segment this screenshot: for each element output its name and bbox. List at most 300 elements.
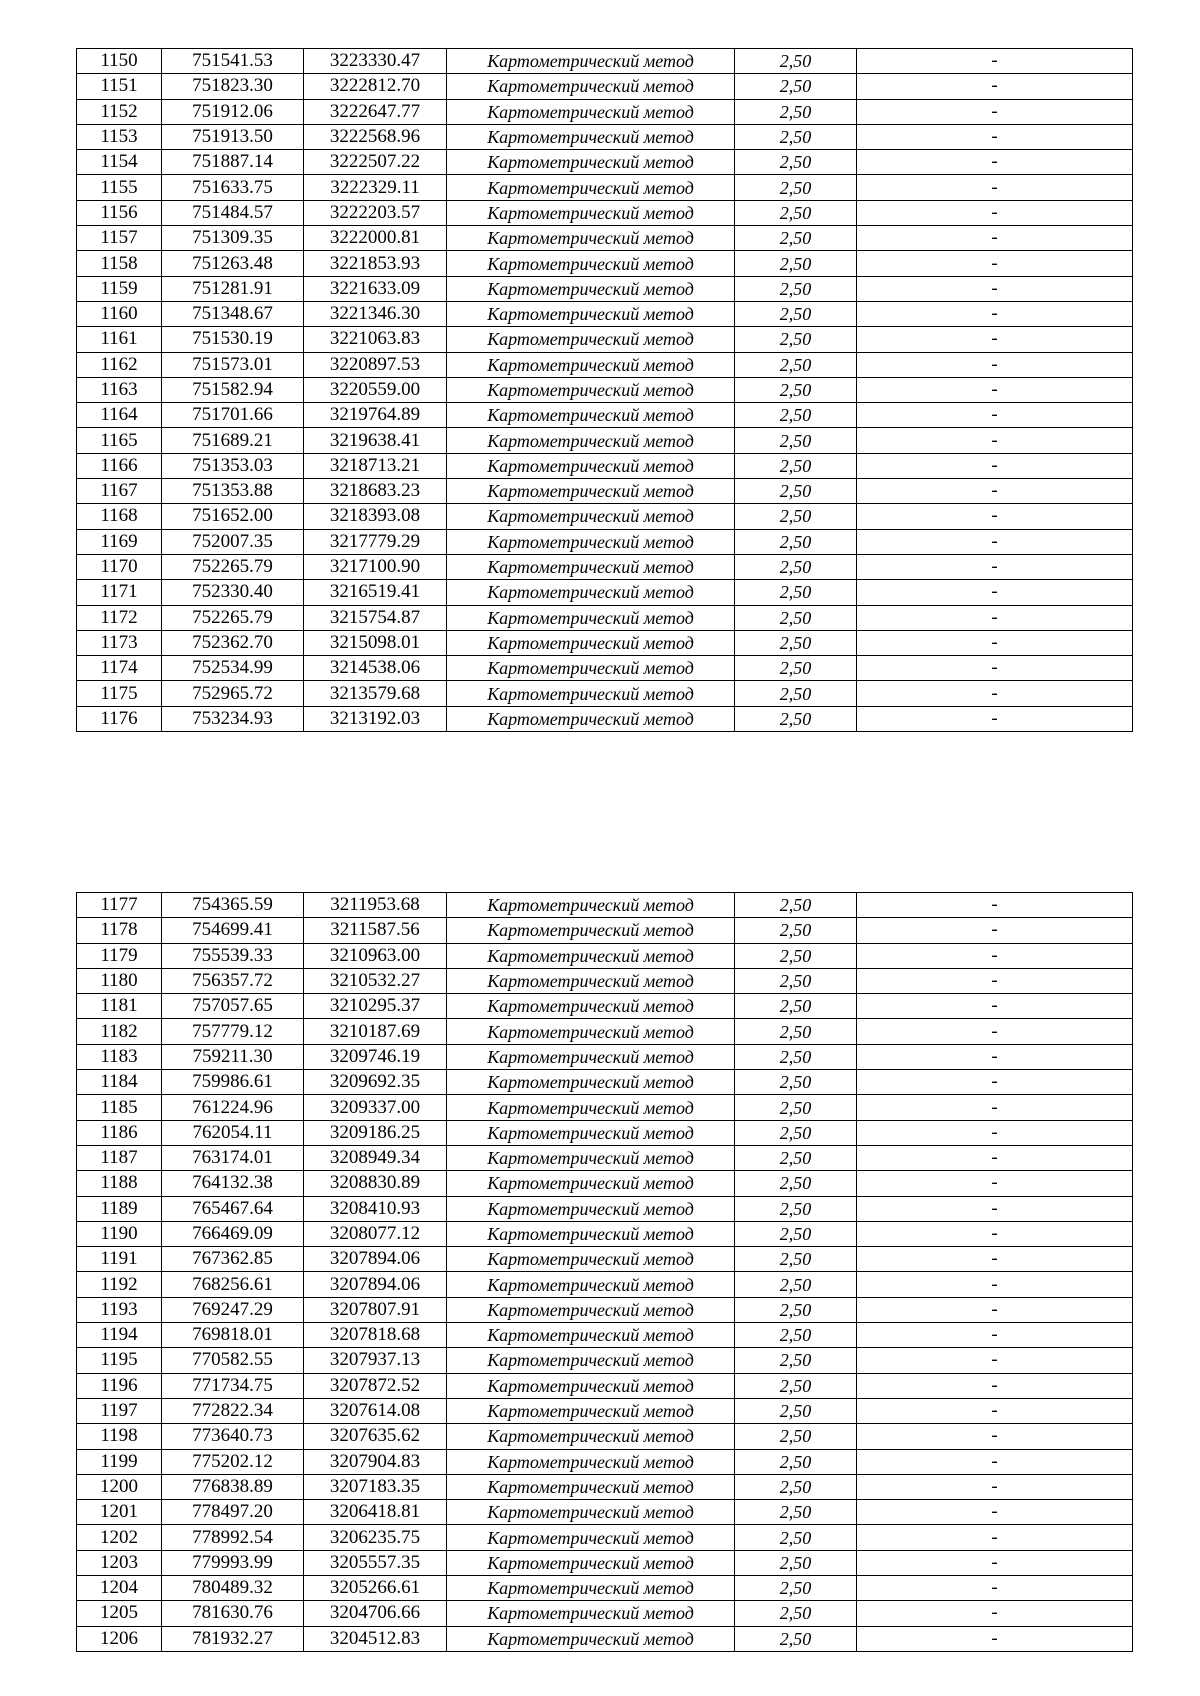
error-cell: 2,50 [735, 150, 857, 175]
method-cell: Картометрический метод [447, 1576, 735, 1601]
note-cell: - [857, 580, 1133, 605]
x-coordinate-cell: 769818.01 [162, 1323, 304, 1348]
point-number-cell: 1171 [77, 580, 162, 605]
error-cell: 2,50 [735, 403, 857, 428]
x-coordinate-cell: 761224.96 [162, 1095, 304, 1120]
y-coordinate-cell: 3209337.00 [304, 1095, 447, 1120]
note-cell: - [857, 175, 1133, 200]
table-row [77, 1070, 1133, 1095]
y-coordinate-cell: 3221063.83 [304, 327, 447, 352]
method-cell: Картометрический метод [447, 124, 735, 149]
table-row [77, 74, 1133, 99]
table-row [77, 428, 1133, 453]
y-coordinate-cell: 3210295.37 [304, 994, 447, 1019]
method-cell: Картометрический метод [447, 301, 735, 326]
table-row [77, 1424, 1133, 1449]
note-cell: - [857, 1221, 1133, 1246]
error-cell: 2,50 [735, 1323, 857, 1348]
x-coordinate-cell: 759211.30 [162, 1044, 304, 1069]
method-cell: Картометрический метод [447, 605, 735, 630]
note-cell: - [857, 150, 1133, 175]
y-coordinate-cell: 3220897.53 [304, 352, 447, 377]
y-coordinate-cell: 3222507.22 [304, 150, 447, 175]
method-cell: Картометрический метод [447, 1550, 735, 1575]
note-cell: - [857, 893, 1133, 918]
table-row [77, 1272, 1133, 1297]
method-cell: Картометрический метод [447, 1297, 735, 1322]
error-cell: 2,50 [735, 605, 857, 630]
error-cell: 2,50 [735, 352, 857, 377]
note-cell: - [857, 403, 1133, 428]
method-cell: Картометрический метод [447, 1601, 735, 1626]
x-coordinate-cell: 781932.27 [162, 1626, 304, 1651]
table-row [77, 1525, 1133, 1550]
table-row [77, 377, 1133, 402]
note-cell: - [857, 1019, 1133, 1044]
x-coordinate-cell: 763174.01 [162, 1145, 304, 1170]
note-cell: - [857, 1373, 1133, 1398]
point-number-cell: 1195 [77, 1348, 162, 1373]
point-number-cell: 1185 [77, 1095, 162, 1120]
x-coordinate-cell: 771734.75 [162, 1373, 304, 1398]
note-cell: - [857, 276, 1133, 301]
y-coordinate-cell: 3222647.77 [304, 99, 447, 124]
error-cell: 2,50 [735, 428, 857, 453]
error-cell: 2,50 [735, 1525, 857, 1550]
error-cell: 2,50 [735, 504, 857, 529]
point-number-cell: 1182 [77, 1019, 162, 1044]
error-cell: 2,50 [735, 175, 857, 200]
table-row [77, 656, 1133, 681]
point-number-cell: 1159 [77, 276, 162, 301]
note-cell: - [857, 200, 1133, 225]
error-cell: 2,50 [735, 893, 857, 918]
method-cell: Картометрический метод [447, 74, 735, 99]
y-coordinate-cell: 3207894.06 [304, 1272, 447, 1297]
method-cell: Картометрический метод [447, 453, 735, 478]
y-coordinate-cell: 3207872.52 [304, 1373, 447, 1398]
error-cell: 2,50 [735, 1398, 857, 1423]
table-row [77, 1576, 1133, 1601]
y-coordinate-cell: 3208830.89 [304, 1171, 447, 1196]
point-number-cell: 1188 [77, 1171, 162, 1196]
note-cell: - [857, 428, 1133, 453]
point-number-cell: 1151 [77, 74, 162, 99]
table-row [77, 352, 1133, 377]
table-row [77, 1145, 1133, 1170]
y-coordinate-cell: 3221853.93 [304, 251, 447, 276]
note-cell: - [857, 918, 1133, 943]
y-coordinate-cell: 3222812.70 [304, 74, 447, 99]
x-coordinate-cell: 754365.59 [162, 893, 304, 918]
point-number-cell: 1163 [77, 377, 162, 402]
point-number-cell: 1200 [77, 1474, 162, 1499]
method-cell: Картометрический метод [447, 1095, 735, 1120]
error-cell: 2,50 [735, 1500, 857, 1525]
method-cell: Картометрический метод [447, 706, 735, 731]
y-coordinate-cell: 3207818.68 [304, 1323, 447, 1348]
note-cell: - [857, 1626, 1133, 1651]
table-row [77, 276, 1133, 301]
method-cell: Картометрический метод [447, 529, 735, 554]
y-coordinate-cell: 3213579.68 [304, 681, 447, 706]
y-coordinate-cell: 3221346.30 [304, 301, 447, 326]
x-coordinate-cell: 751263.48 [162, 251, 304, 276]
x-coordinate-cell: 767362.85 [162, 1247, 304, 1272]
point-number-cell: 1179 [77, 943, 162, 968]
method-cell: Картометрический метод [447, 1373, 735, 1398]
y-coordinate-cell: 3207807.91 [304, 1297, 447, 1322]
note-cell: - [857, 1297, 1133, 1322]
error-cell: 2,50 [735, 1095, 857, 1120]
method-cell: Картометрический метод [447, 1323, 735, 1348]
table-row [77, 1373, 1133, 1398]
method-cell: Картометрический метод [447, 554, 735, 579]
point-number-cell: 1169 [77, 529, 162, 554]
table-row [77, 943, 1133, 968]
table-row [77, 1171, 1133, 1196]
method-cell: Картометрический метод [447, 504, 735, 529]
y-coordinate-cell: 3215098.01 [304, 630, 447, 655]
x-coordinate-cell: 773640.73 [162, 1424, 304, 1449]
x-coordinate-cell: 751530.19 [162, 327, 304, 352]
table-row [77, 994, 1133, 1019]
point-number-cell: 1203 [77, 1550, 162, 1575]
y-coordinate-cell: 3206418.81 [304, 1500, 447, 1525]
note-cell: - [857, 529, 1133, 554]
error-cell: 2,50 [735, 1171, 857, 1196]
error-cell: 2,50 [735, 74, 857, 99]
error-cell: 2,50 [735, 1626, 857, 1651]
point-number-cell: 1184 [77, 1070, 162, 1095]
note-cell: - [857, 49, 1133, 74]
table-row [77, 251, 1133, 276]
point-number-cell: 1180 [77, 968, 162, 993]
point-number-cell: 1192 [77, 1272, 162, 1297]
y-coordinate-cell: 3210187.69 [304, 1019, 447, 1044]
point-number-cell: 1156 [77, 200, 162, 225]
note-cell: - [857, 1550, 1133, 1575]
table-row [77, 893, 1133, 918]
error-cell: 2,50 [735, 301, 857, 326]
x-coordinate-cell: 769247.29 [162, 1297, 304, 1322]
point-number-cell: 1153 [77, 124, 162, 149]
point-number-cell: 1202 [77, 1525, 162, 1550]
note-cell: - [857, 1525, 1133, 1550]
note-cell: - [857, 453, 1133, 478]
note-cell: - [857, 352, 1133, 377]
table-row [77, 479, 1133, 504]
note-cell: - [857, 1272, 1133, 1297]
x-coordinate-cell: 751281.91 [162, 276, 304, 301]
note-cell: - [857, 1070, 1133, 1095]
table-row [77, 918, 1133, 943]
point-number-cell: 1154 [77, 150, 162, 175]
method-cell: Картометрический метод [447, 968, 735, 993]
coordinates-table [76, 48, 1133, 732]
point-number-cell: 1161 [77, 327, 162, 352]
note-cell: - [857, 1500, 1133, 1525]
table-row [77, 605, 1133, 630]
note-cell: - [857, 124, 1133, 149]
error-cell: 2,50 [735, 1196, 857, 1221]
error-cell: 2,50 [735, 1044, 857, 1069]
error-cell: 2,50 [735, 99, 857, 124]
note-cell: - [857, 968, 1133, 993]
point-number-cell: 1150 [77, 49, 162, 74]
x-coordinate-cell: 752265.79 [162, 605, 304, 630]
y-coordinate-cell: 3207937.13 [304, 1348, 447, 1373]
y-coordinate-cell: 3219638.41 [304, 428, 447, 453]
table-row [77, 529, 1133, 554]
x-coordinate-cell: 751541.53 [162, 49, 304, 74]
note-cell: - [857, 1601, 1133, 1626]
x-coordinate-cell: 751573.01 [162, 352, 304, 377]
note-cell: - [857, 504, 1133, 529]
error-cell: 2,50 [735, 276, 857, 301]
point-number-cell: 1190 [77, 1221, 162, 1246]
point-number-cell: 1206 [77, 1626, 162, 1651]
method-cell: Картометрический метод [447, 630, 735, 655]
point-number-cell: 1189 [77, 1196, 162, 1221]
y-coordinate-cell: 3218713.21 [304, 453, 447, 478]
x-coordinate-cell: 757779.12 [162, 1019, 304, 1044]
x-coordinate-cell: 751912.06 [162, 99, 304, 124]
y-coordinate-cell: 3210532.27 [304, 968, 447, 993]
point-number-cell: 1168 [77, 504, 162, 529]
point-number-cell: 1173 [77, 630, 162, 655]
error-cell: 2,50 [735, 1019, 857, 1044]
x-coordinate-cell: 755539.33 [162, 943, 304, 968]
error-cell: 2,50 [735, 1348, 857, 1373]
error-cell: 2,50 [735, 968, 857, 993]
point-number-cell: 1160 [77, 301, 162, 326]
note-cell: - [857, 479, 1133, 504]
error-cell: 2,50 [735, 630, 857, 655]
table-row [77, 49, 1133, 74]
table-row [77, 706, 1133, 731]
x-coordinate-cell: 752965.72 [162, 681, 304, 706]
table-row [77, 1120, 1133, 1145]
y-coordinate-cell: 3204512.83 [304, 1626, 447, 1651]
note-cell: - [857, 1044, 1133, 1069]
x-coordinate-cell: 752330.40 [162, 580, 304, 605]
table-row [77, 1323, 1133, 1348]
note-cell: - [857, 327, 1133, 352]
x-coordinate-cell: 751633.75 [162, 175, 304, 200]
x-coordinate-cell: 751701.66 [162, 403, 304, 428]
method-cell: Картометрический метод [447, 1398, 735, 1423]
error-cell: 2,50 [735, 1221, 857, 1246]
y-coordinate-cell: 3218683.23 [304, 479, 447, 504]
note-cell: - [857, 1576, 1133, 1601]
error-cell: 2,50 [735, 49, 857, 74]
method-cell: Картометрический метод [447, 1171, 735, 1196]
table-row [77, 200, 1133, 225]
note-cell: - [857, 251, 1133, 276]
y-coordinate-cell: 3222329.11 [304, 175, 447, 200]
note-cell: - [857, 1398, 1133, 1423]
error-cell: 2,50 [735, 1601, 857, 1626]
y-coordinate-cell: 3209692.35 [304, 1070, 447, 1095]
point-number-cell: 1175 [77, 681, 162, 706]
table-row [77, 1500, 1133, 1525]
x-coordinate-cell: 751353.03 [162, 453, 304, 478]
y-coordinate-cell: 3208410.93 [304, 1196, 447, 1221]
point-number-cell: 1158 [77, 251, 162, 276]
table-row [77, 301, 1133, 326]
error-cell: 2,50 [735, 1474, 857, 1499]
table-row [77, 681, 1133, 706]
point-number-cell: 1166 [77, 453, 162, 478]
table-row [77, 1019, 1133, 1044]
y-coordinate-cell: 3218393.08 [304, 504, 447, 529]
method-cell: Картометрический метод [447, 99, 735, 124]
y-coordinate-cell: 3211587.56 [304, 918, 447, 943]
table-row [77, 1196, 1133, 1221]
point-number-cell: 1183 [77, 1044, 162, 1069]
method-cell: Картометрический метод [447, 1145, 735, 1170]
point-number-cell: 1157 [77, 226, 162, 251]
x-coordinate-cell: 757057.65 [162, 994, 304, 1019]
point-number-cell: 1164 [77, 403, 162, 428]
error-cell: 2,50 [735, 706, 857, 731]
point-number-cell: 1187 [77, 1145, 162, 1170]
point-number-cell: 1177 [77, 893, 162, 918]
y-coordinate-cell: 3217779.29 [304, 529, 447, 554]
note-cell: - [857, 943, 1133, 968]
x-coordinate-cell: 751582.94 [162, 377, 304, 402]
table-row [77, 403, 1133, 428]
x-coordinate-cell: 751823.30 [162, 74, 304, 99]
error-cell: 2,50 [735, 327, 857, 352]
method-cell: Картометрический метод [447, 1221, 735, 1246]
y-coordinate-cell: 3208949.34 [304, 1145, 447, 1170]
note-cell: - [857, 1424, 1133, 1449]
method-cell: Картометрический метод [447, 276, 735, 301]
x-coordinate-cell: 751689.21 [162, 428, 304, 453]
method-cell: Картометрический метод [447, 1019, 735, 1044]
point-number-cell: 1205 [77, 1601, 162, 1626]
y-coordinate-cell: 3214538.06 [304, 656, 447, 681]
x-coordinate-cell: 766469.09 [162, 1221, 304, 1246]
error-cell: 2,50 [735, 479, 857, 504]
x-coordinate-cell: 751484.57 [162, 200, 304, 225]
error-cell: 2,50 [735, 529, 857, 554]
error-cell: 2,50 [735, 1247, 857, 1272]
x-coordinate-cell: 780489.32 [162, 1576, 304, 1601]
point-number-cell: 1176 [77, 706, 162, 731]
y-coordinate-cell: 3217100.90 [304, 554, 447, 579]
note-cell: - [857, 706, 1133, 731]
table-row [77, 1348, 1133, 1373]
x-coordinate-cell: 752265.79 [162, 554, 304, 579]
error-cell: 2,50 [735, 554, 857, 579]
y-coordinate-cell: 3204706.66 [304, 1601, 447, 1626]
method-cell: Картометрический метод [447, 327, 735, 352]
method-cell: Картометрический метод [447, 1474, 735, 1499]
table-row [77, 1297, 1133, 1322]
error-cell: 2,50 [735, 656, 857, 681]
table-row [77, 630, 1133, 655]
method-cell: Картометрический метод [447, 1272, 735, 1297]
y-coordinate-cell: 3216519.41 [304, 580, 447, 605]
point-number-cell: 1155 [77, 175, 162, 200]
x-coordinate-cell: 765467.64 [162, 1196, 304, 1221]
table-row [77, 1550, 1133, 1575]
y-coordinate-cell: 3206235.75 [304, 1525, 447, 1550]
table-row [77, 99, 1133, 124]
table-row [77, 124, 1133, 149]
y-coordinate-cell: 3209746.19 [304, 1044, 447, 1069]
note-cell: - [857, 681, 1133, 706]
error-cell: 2,50 [735, 681, 857, 706]
note-cell: - [857, 1171, 1133, 1196]
method-cell: Картометрический метод [447, 1070, 735, 1095]
y-coordinate-cell: 3207894.06 [304, 1247, 447, 1272]
point-number-cell: 1199 [77, 1449, 162, 1474]
point-number-cell: 1196 [77, 1373, 162, 1398]
error-cell: 2,50 [735, 918, 857, 943]
error-cell: 2,50 [735, 580, 857, 605]
y-coordinate-cell: 3219764.89 [304, 403, 447, 428]
note-cell: - [857, 554, 1133, 579]
table-row [77, 327, 1133, 352]
x-coordinate-cell: 778497.20 [162, 1500, 304, 1525]
method-cell: Картометрический метод [447, 994, 735, 1019]
point-number-cell: 1152 [77, 99, 162, 124]
note-cell: - [857, 605, 1133, 630]
error-cell: 2,50 [735, 124, 857, 149]
method-cell: Картометрический метод [447, 377, 735, 402]
note-cell: - [857, 99, 1133, 124]
point-number-cell: 1165 [77, 428, 162, 453]
x-coordinate-cell: 753234.93 [162, 706, 304, 731]
method-cell: Картометрический метод [447, 403, 735, 428]
table-row [77, 1398, 1133, 1423]
error-cell: 2,50 [735, 1297, 857, 1322]
error-cell: 2,50 [735, 226, 857, 251]
y-coordinate-cell: 3210963.00 [304, 943, 447, 968]
x-coordinate-cell: 775202.12 [162, 1449, 304, 1474]
method-cell: Картометрический метод [447, 893, 735, 918]
x-coordinate-cell: 756357.72 [162, 968, 304, 993]
x-coordinate-cell: 768256.61 [162, 1272, 304, 1297]
method-cell: Картометрический метод [447, 251, 735, 276]
x-coordinate-cell: 752007.35 [162, 529, 304, 554]
y-coordinate-cell: 3207904.83 [304, 1449, 447, 1474]
table-row [77, 1095, 1133, 1120]
error-cell: 2,50 [735, 200, 857, 225]
method-cell: Картометрический метод [447, 479, 735, 504]
table-row [77, 1449, 1133, 1474]
y-coordinate-cell: 3207614.08 [304, 1398, 447, 1423]
method-cell: Картометрический метод [447, 150, 735, 175]
point-number-cell: 1201 [77, 1500, 162, 1525]
table-row [77, 175, 1133, 200]
table-row [77, 226, 1133, 251]
y-coordinate-cell: 3207635.62 [304, 1424, 447, 1449]
method-cell: Картометрический метод [447, 428, 735, 453]
x-coordinate-cell: 751309.35 [162, 226, 304, 251]
y-coordinate-cell: 3220559.00 [304, 377, 447, 402]
error-cell: 2,50 [735, 1272, 857, 1297]
error-cell: 2,50 [735, 1424, 857, 1449]
y-coordinate-cell: 3222000.81 [304, 226, 447, 251]
coordinates-table [76, 892, 1133, 1652]
method-cell: Картометрический метод [447, 681, 735, 706]
y-coordinate-cell: 3209186.25 [304, 1120, 447, 1145]
